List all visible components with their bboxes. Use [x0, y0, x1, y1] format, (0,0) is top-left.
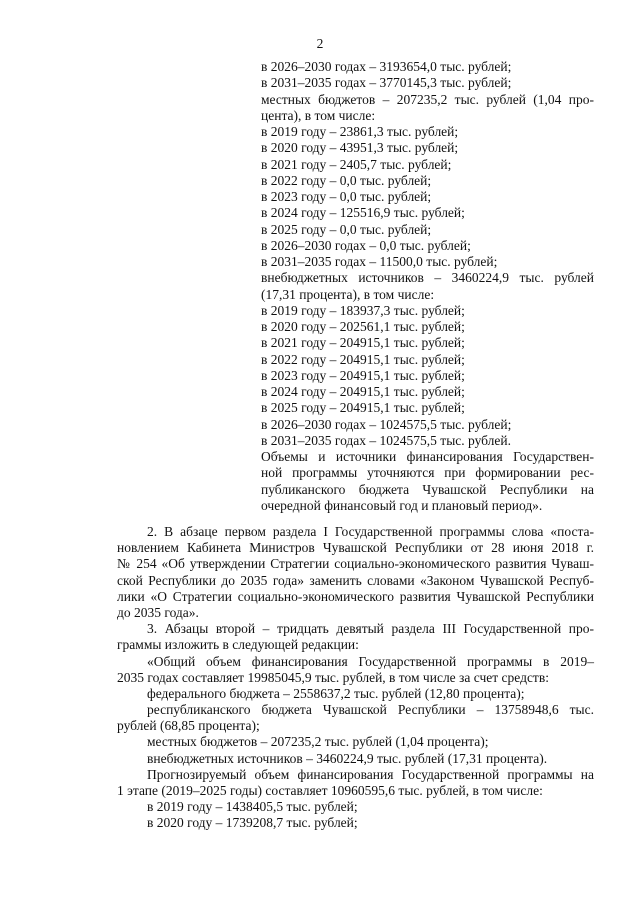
amendments-body	[117, 524, 594, 832]
column-line: в 2021 году – 204915,1 тыс. рублей;	[261, 335, 465, 351]
column-line: в 2026–2030 годах – 3193654,0 тыс. рублей;	[261, 59, 512, 74]
column-line: в 2019 году – 23861,3 тыс. рублей;	[261, 124, 459, 139]
column-line: в 2026–2030 годах – 1024575,5 тыс. рублей;	[261, 416, 512, 432]
column-line: в 2022 году – 0,0 тыс. рублей;	[261, 172, 432, 188]
body-line: граммы изложить в следующей редакции:	[117, 637, 359, 653]
column-line: в 2026–2030 годах – 0,0 тыс. рублей;	[261, 237, 471, 253]
page-number: 2	[316, 36, 324, 51]
body-line: Прогнозируемый объем финансирования Государственной программы на	[147, 766, 594, 782]
financing-sources-column	[261, 59, 594, 514]
body-line: «Общий объем финансирования Государственной программы в 2019–	[147, 653, 594, 669]
body-line: в 2019 году – 1438405,5 тыс. рублей;	[147, 799, 358, 815]
body-line: республиканского бюджета Чувашской Республики – 13758948,6 тыс.	[147, 702, 594, 718]
column-line: в 2024 году – 125516,9 тыс. рублей;	[261, 205, 465, 221]
column-line: в 2020 году – 43951,3 тыс. рублей;	[261, 140, 459, 156]
column-line: цента), в том числе:	[261, 107, 376, 123]
body-line: ской Республики до 2035 года» заменить словами «Законом Чувашской Респуб-	[117, 572, 594, 588]
column-line: в 2024 году – 204915,1 тыс. рублей;	[261, 384, 465, 399]
column-line: в 2031–2035 годах – 1024575,5 тыс. рублей.	[261, 432, 512, 448]
body-line: рублей (68,85 процента);	[117, 718, 260, 734]
column-line: в 2021 году – 2405,7 тыс. рублей;	[261, 156, 452, 172]
body-line: 3. Абзацы второй – тридцать девятый раздела III Государственной про-	[147, 621, 594, 637]
body-line: 2035 годах составляет 19985045,9 тыс. рублей, в том числе за счет средств:	[117, 669, 549, 685]
body-line: внебюджетных источников – 3460224,9 тыс. рублей (17,31 процента).	[147, 750, 548, 766]
column-line: внебюджетных источников – 3460224,9 тыс. рублей	[261, 270, 594, 286]
body-line: лики «О Стратегии социально-экономического развития Чувашской Республики	[117, 588, 594, 604]
body-line: новлением Кабинета Министров Чувашской Республики от 28 июня 2018 г.	[117, 540, 594, 556]
body-line: местных бюджетов – 207235,2 тыс. рублей (1,04 процента);	[147, 734, 489, 750]
column-line: в 2025 году – 0,0 тыс. рублей;	[261, 221, 432, 237]
column-line: очередной финансовый год и плановый период».	[261, 497, 543, 513]
body-line: 2. В абзаце первом раздела I Государственной программы слова «поста-	[147, 524, 594, 539]
body-line: № 254 «Об утверждении Стратегии социально-экономического развития Чуваш-	[117, 556, 594, 572]
column-line: в 2031–2035 годах – 3770145,3 тыс. рублей;	[261, 75, 512, 91]
column-line: (17,31 процента), в том числе:	[261, 286, 435, 302]
column-line: ной программы уточняются при формировании рес-	[261, 465, 594, 481]
column-line: в 2020 году – 202561,1 тыс. рублей;	[261, 319, 465, 334]
body-line: до 2035 года».	[117, 604, 199, 620]
body-line: в 2020 году – 1739208,7 тыс. рублей;	[147, 815, 358, 831]
column-line: в 2025 году – 204915,1 тыс. рублей;	[261, 400, 465, 416]
body-line: 1 этапе (2019–2025 годы) составляет 10960595,6 тыс. рублей, в том числе:	[117, 783, 543, 798]
column-line: публиканского бюджета Чувашской Республики на	[261, 481, 594, 497]
column-line: в 2023 году – 0,0 тыс. рублей;	[261, 189, 432, 204]
column-line: в 2023 году – 204915,1 тыс. рублей;	[261, 367, 465, 383]
column-line: в 2019 году – 183937,3 тыс. рублей;	[261, 302, 465, 318]
column-line: Объемы и источники финансирования Государствен-	[261, 449, 594, 464]
column-line: в 2022 году – 204915,1 тыс. рублей;	[261, 351, 465, 367]
body-line: федерального бюджета – 2558637,2 тыс. рублей (12,80 процента);	[147, 685, 525, 701]
column-line: местных бюджетов – 207235,2 тыс. рублей (1,04 про-	[261, 91, 594, 107]
column-line: в 2031–2035 годах – 11500,0 тыс. рублей;	[261, 254, 498, 269]
